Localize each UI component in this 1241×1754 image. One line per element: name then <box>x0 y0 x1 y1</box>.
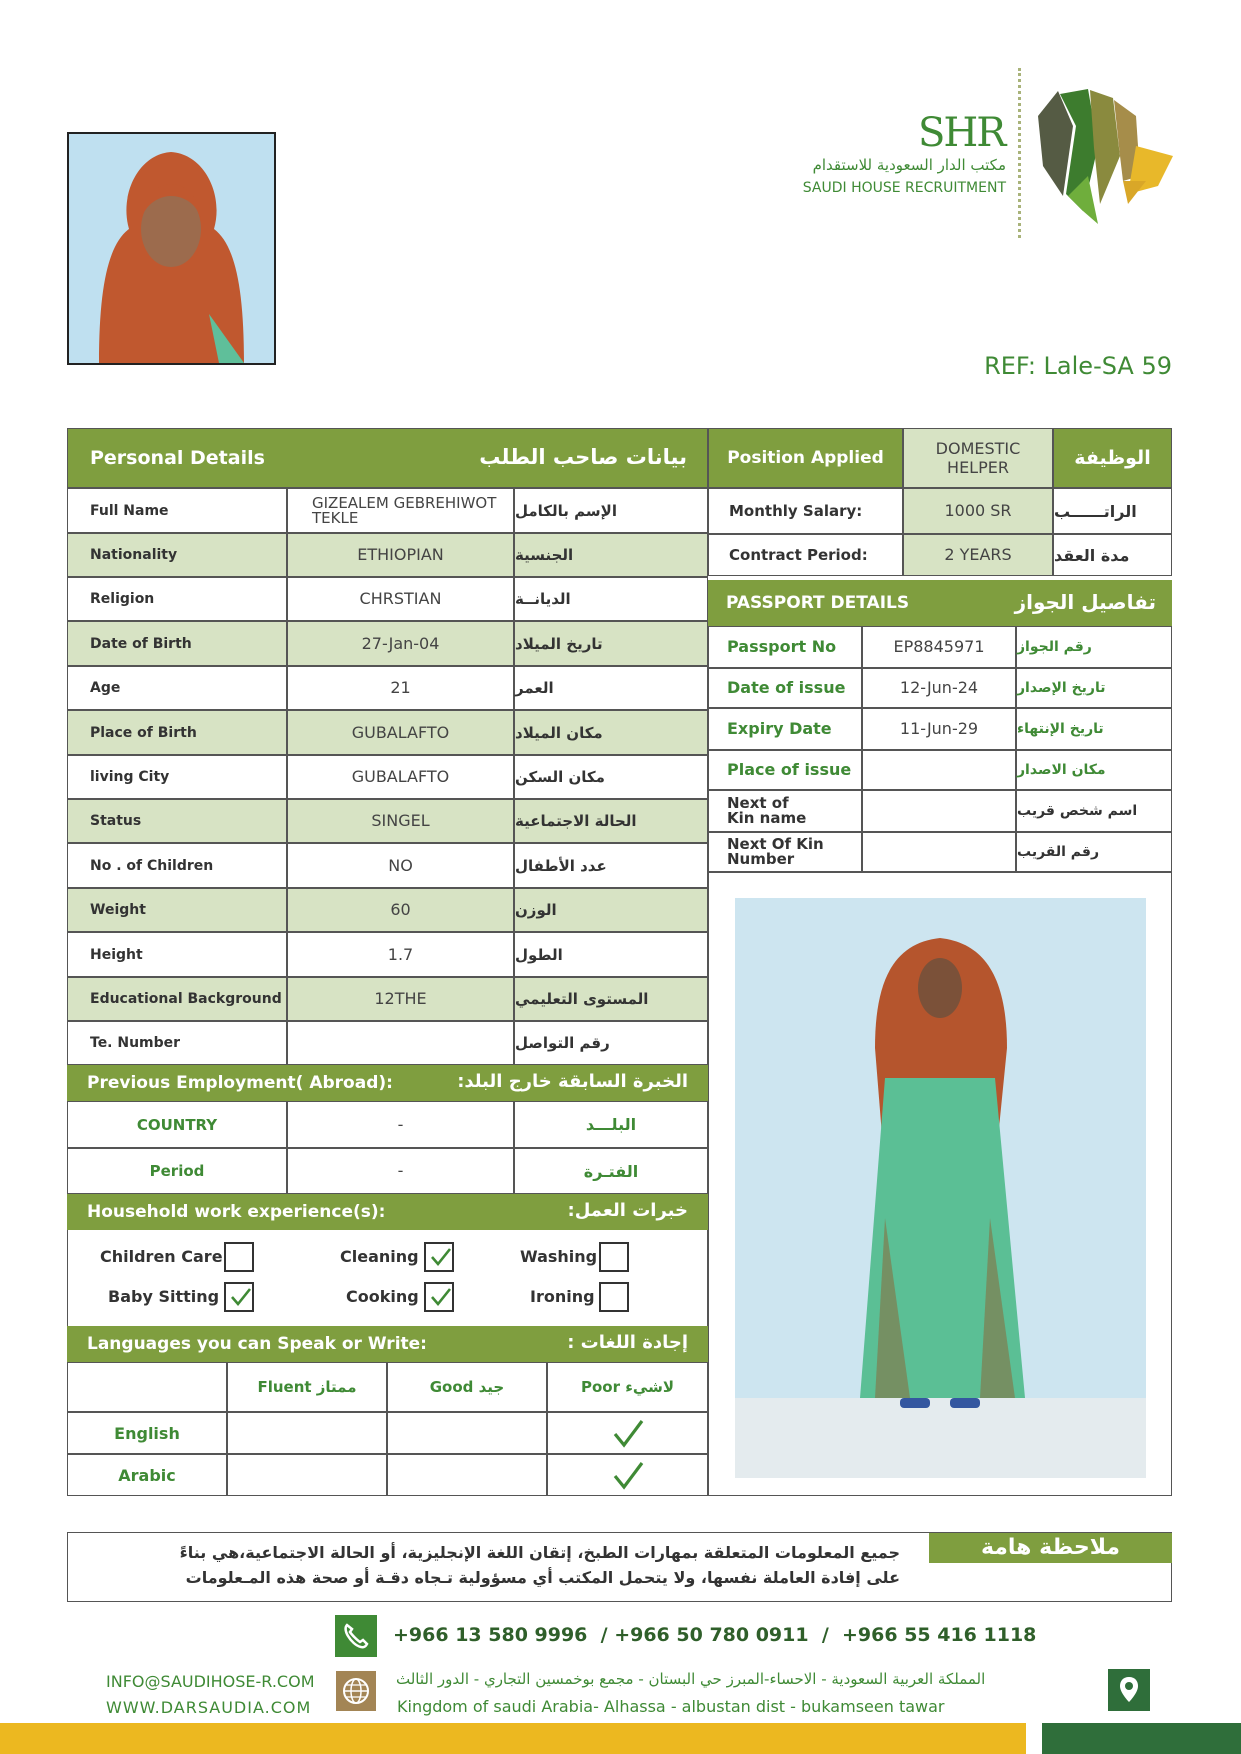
personal-field-label: Educational Background <box>67 977 287 1021</box>
poor-header: Poor لاشيء <box>547 1362 708 1412</box>
personal-field-value: SINGEL <box>287 799 514 843</box>
household-title-ar: خبرات العمل: <box>567 1200 688 1221</box>
position-applied-ar: الوظيفة <box>1053 428 1172 488</box>
passport-field-value <box>862 832 1016 872</box>
passport-details-title-ar: تفاصيل الجواز <box>1014 590 1156 614</box>
footer-address-ar: المملكة العربية السعودية - الاحساء-المبرز حي البستان - مجمع بوخمسين التجاري - الدور الثالث <box>396 1670 986 1688</box>
personal-field-label: Height <box>67 932 287 977</box>
important-note-line1: جميع المعلومات المتعلقة بمهارات الطبخ، إتقان اللغة الإنجليزية، أو الحالة الاجتماعية،هي بناءً <box>179 1543 900 1562</box>
personal-field-ar: الحالة الاجتماعية <box>514 799 708 843</box>
monthly-salary-ar: الراتــــــب <box>1053 488 1172 534</box>
personal-field-ar: تاريخ الميلاد <box>514 621 708 666</box>
personal-field-label: Place of Birth <box>67 710 287 755</box>
personal-field-ar: رقم التواصل <box>514 1021 708 1065</box>
language-level-cell <box>387 1412 547 1454</box>
previous-employment-header <box>67 1065 708 1101</box>
language-level-cell <box>227 1412 387 1454</box>
good-header: Good جيد <box>387 1362 547 1412</box>
passport-details-header <box>708 580 1172 626</box>
personal-details-title-ar: بيانات صاحب الطلب <box>479 445 687 469</box>
monthly-salary-value: 1000 SR <box>903 488 1053 534</box>
personal-field-label: Status <box>67 799 287 843</box>
personal-field-value <box>287 1021 514 1065</box>
personal-field-label: Te. Number <box>67 1021 287 1065</box>
languages-header <box>67 1326 708 1362</box>
personal-field-value: GUBALAFTO <box>287 755 514 799</box>
language-level-cell <box>547 1454 708 1496</box>
personal-field-label: No . of Children <box>67 843 287 888</box>
household-checkbox[interactable] <box>224 1282 254 1312</box>
logo-map-icon <box>1028 86 1178 226</box>
personal-field-ar: الطول <box>514 932 708 977</box>
passport-field-label: Place of issue <box>708 750 862 790</box>
personal-field-value: GIZEALEM GEBREHIWOT TEKLE <box>287 488 514 533</box>
personal-field-ar: الإسم بالكامل <box>514 488 708 533</box>
footer-green-band <box>1042 1723 1241 1754</box>
personal-field-value: CHRSTIAN <box>287 577 514 621</box>
important-note-box <box>67 1532 1172 1602</box>
previous-employment-title-ar: الخبرة السابقة خارج البلد: <box>457 1071 688 1092</box>
household-checkbox[interactable] <box>424 1242 454 1272</box>
logo-arabic: مكتب الدار السعودية للاستقدام <box>812 156 1006 174</box>
personal-details-title-en: Personal Details <box>90 447 265 469</box>
contract-period-label: Contract Period: <box>708 534 903 576</box>
language-name: English <box>67 1412 227 1454</box>
languages-corner <box>67 1362 227 1412</box>
phone-icon <box>335 1615 377 1657</box>
passport-field-ar: تاريخ الإنتهاء <box>1016 708 1172 750</box>
household-checkbox[interactable] <box>599 1282 629 1312</box>
passport-details-title-en: PASSPORT DETAILS <box>726 593 910 613</box>
personal-field-ar: مكان الميلاد <box>514 710 708 755</box>
language-level-cell <box>227 1454 387 1496</box>
personal-field-value: 60 <box>287 888 514 932</box>
personal-field-ar: مكان السكن <box>514 755 708 799</box>
languages-title-ar: إجادة اللغات : <box>567 1332 688 1353</box>
globe-icon <box>336 1671 376 1711</box>
languages-title-en: Languages you can Speak or Write: <box>87 1334 427 1354</box>
country-ar: البلـــد <box>514 1101 708 1148</box>
contract-period-value: 2 YEARS <box>903 534 1053 576</box>
household-item-label: Children Care <box>100 1247 223 1266</box>
contract-period-ar: مدة العقد <box>1053 534 1172 576</box>
footer-address-en: Kingdom of saudi Arabia- Alhassa - albustan dist - bukamseen tawar <box>397 1697 945 1716</box>
footer-web: WWW.DARSAUDIA.COM <box>106 1698 312 1717</box>
logo-english: SAUDI HOUSE RECRUITMENT <box>802 180 1006 196</box>
passport-field-label: Passport No <box>708 626 862 668</box>
household-item-label: Cleaning <box>340 1247 419 1266</box>
period-label: Period <box>67 1148 287 1194</box>
personal-field-value: 27-Jan-04 <box>287 621 514 666</box>
passport-field-value <box>862 790 1016 832</box>
personal-field-label: Full Name <box>67 488 287 533</box>
passport-field-label: Next Of Kin Number <box>708 832 862 872</box>
check-icon <box>612 1459 644 1491</box>
personal-field-label: Nationality <box>67 533 287 577</box>
period-value: - <box>287 1148 514 1194</box>
passport-field-ar: رقم القريب <box>1016 832 1172 872</box>
personal-field-ar: الديانــة <box>514 577 708 621</box>
previous-employment-title-en: Previous Employment( Abroad): <box>87 1073 393 1093</box>
personal-field-value: NO <box>287 843 514 888</box>
passport-field-value: EP8845971 <box>862 626 1016 668</box>
logo-divider <box>1018 68 1021 238</box>
personal-details-header <box>67 428 708 488</box>
important-note-title: ملاحظة هامة <box>929 1533 1172 1563</box>
country-value: - <box>287 1101 514 1148</box>
location-icon <box>1108 1669 1150 1711</box>
footer-phones: +966 13 580 9996 / +966 50 780 0911 / +966 55 416 1118 <box>393 1624 1037 1646</box>
footer-email: INFO@SAUDIHOSE-R.COM <box>106 1672 315 1691</box>
household-checkbox[interactable] <box>224 1242 254 1272</box>
passport-field-label: Expiry Date <box>708 708 862 750</box>
important-note-line2: على إفادة العاملة نفسها، ولا يتحمل المكتب أي مسؤولية تـجاه دقـة أو صحة هذه المـعلومات <box>185 1568 900 1587</box>
language-name: Arabic <box>67 1454 227 1496</box>
passport-field-value: 12-Jun-24 <box>862 668 1016 708</box>
fluent-header: Fluent ممتاز <box>227 1362 387 1412</box>
personal-field-value: GUBALAFTO <box>287 710 514 755</box>
passport-field-ar: مكان الاصدار <box>1016 750 1172 790</box>
footer-gold-band <box>0 1723 1026 1754</box>
passport-field-value <box>862 750 1016 790</box>
passport-field-label: Date of issue <box>708 668 862 708</box>
personal-field-label: Date of Birth <box>67 621 287 666</box>
personal-field-label: living City <box>67 755 287 799</box>
country-label: COUNTRY <box>67 1101 287 1148</box>
full-body-photo <box>735 898 1146 1478</box>
personal-field-label: Age <box>67 666 287 710</box>
personal-field-ar: العمر <box>514 666 708 710</box>
passport-field-ar: رقم الجواز <box>1016 626 1172 668</box>
household-checkbox[interactable] <box>424 1282 454 1312</box>
monthly-salary-label: Monthly Salary: <box>708 488 903 534</box>
check-icon <box>612 1417 644 1449</box>
personal-field-ar: المستوى التعليمي <box>514 977 708 1021</box>
personal-field-value: ETHIOPIAN <box>287 533 514 577</box>
personal-field-ar: الجنسية <box>514 533 708 577</box>
personal-field-label: Religion <box>67 577 287 621</box>
personal-field-value: 12THE <box>287 977 514 1021</box>
position-applied-value: DOMESTIC HELPER <box>903 428 1053 488</box>
personal-field-value: 1.7 <box>287 932 514 977</box>
personal-field-ar: عدد الأطفال <box>514 843 708 888</box>
household-item-label: Cooking <box>346 1287 419 1306</box>
personal-field-ar: الوزن <box>514 888 708 932</box>
passport-field-ar: اسم شخص قريب <box>1016 790 1172 832</box>
position-applied-label: Position Applied <box>708 428 903 488</box>
passport-field-label: Next of Kin name <box>708 790 862 832</box>
logo-mark: SHR <box>918 110 1005 156</box>
household-checkbox[interactable] <box>599 1242 629 1272</box>
passport-field-value: 11-Jun-29 <box>862 708 1016 750</box>
period-ar: الفتـرة <box>514 1148 708 1194</box>
reference-number: REF: Lale-SA 59 <box>984 352 1172 380</box>
personal-field-value: 21 <box>287 666 514 710</box>
household-header <box>67 1194 708 1230</box>
personal-field-label: Weight <box>67 888 287 932</box>
language-level-cell <box>387 1454 547 1496</box>
passport-field-ar: تاريخ الإصدار <box>1016 668 1172 708</box>
household-item-label: Baby Sitting <box>108 1287 220 1306</box>
company-logo <box>790 60 1180 240</box>
language-level-cell <box>547 1412 708 1454</box>
household-item-label: Washing <box>520 1247 598 1266</box>
portrait-photo <box>67 132 276 365</box>
household-title-en: Household work experience(s): <box>87 1202 386 1222</box>
household-item-label: Ironing <box>530 1287 595 1306</box>
